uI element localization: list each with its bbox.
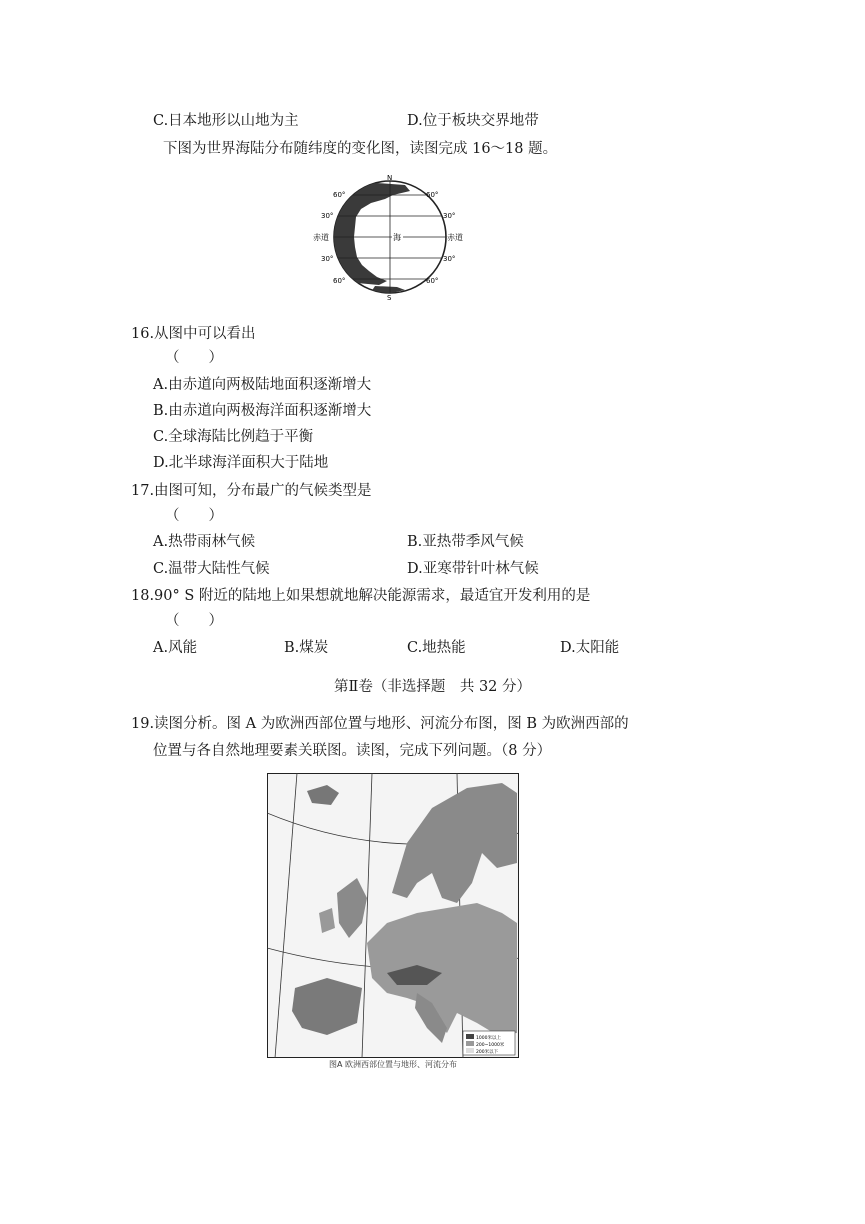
q16-option-d: D.北半球海洋面积大于陆地 xyxy=(153,455,329,471)
western-europe-map-figure xyxy=(267,773,519,1058)
q17-answer-blank: （ ） xyxy=(165,508,223,524)
globe-svg xyxy=(305,173,475,301)
q15-option-c: C.日本地形以山地为主 xyxy=(153,113,299,129)
section-2-title: 第Ⅱ卷（非选择题 共 32 分） xyxy=(333,679,532,695)
legend-item-high: 1000米以上 xyxy=(476,1036,501,1041)
q18-answer-blank: （ ） xyxy=(165,613,223,629)
q16-stem: 16.从图中可以看出 xyxy=(131,326,256,342)
q18-option-c: C.地热能 xyxy=(407,640,466,656)
q17-stem: 17.由图可知，分布最广的气候类型是 xyxy=(131,483,372,499)
q18-option-d: D.太阳能 xyxy=(560,640,620,656)
globe-label-30n-right: 30° xyxy=(443,212,456,220)
q17-option-b: B.亚热带季风气候 xyxy=(407,534,524,550)
globe-label-n: N xyxy=(387,174,393,182)
globe-label-30s-left: 30° xyxy=(321,255,334,263)
q18-stem: 18.90° S 附近的陆地上如果想就地解决能源需求，最适宜开发利用的是 xyxy=(131,588,591,604)
legend-item-low: 200米以下 xyxy=(476,1050,499,1055)
globe-label-60n-left: 60° xyxy=(333,191,346,199)
map-legend xyxy=(463,1031,515,1055)
map-caption: 图A 欧洲西部位置与地形、河流分布 xyxy=(328,1060,457,1069)
europe-map-svg xyxy=(267,773,519,1058)
globe-label-equator-right: 赤道 xyxy=(447,233,463,242)
q18-option-a: A.风能 xyxy=(153,640,198,656)
q16-option-b: B.由赤道向两极海洋面积逐渐增大 xyxy=(153,403,372,419)
globe-label-s: S xyxy=(387,294,392,301)
q18-option-b: B.煤炭 xyxy=(284,640,329,656)
globe-label-30s-right: 30° xyxy=(443,255,456,263)
globe-label-60n-right: 60° xyxy=(426,191,439,199)
q17-option-a: A.热带雨林气候 xyxy=(153,534,256,550)
globe-label-equator-left: 赤道 xyxy=(313,233,329,242)
q19-line-1: 19.读图分析。图 A 为欧洲西部位置与地形、河流分布图，图 B 为欧洲西部的 xyxy=(131,716,629,732)
q17-option-d: D.亚寒带针叶林气候 xyxy=(407,561,539,577)
globe-label-30n-left: 30° xyxy=(321,212,334,220)
q19-line-2: 位置与各自然地理要素关联图。读图，完成下列问题。（8 分） xyxy=(153,743,552,759)
legend-item-mid: 200~1000米 xyxy=(476,1043,505,1048)
globe-label-60s-right: 60° xyxy=(426,277,439,285)
q16-answer-blank: （ ） xyxy=(165,350,223,366)
q15-option-d: D.位于板块交界地带 xyxy=(407,113,539,129)
q16-option-c: C.全球海陆比例趋于平衡 xyxy=(153,429,314,445)
globe-label-60s-left: 60° xyxy=(333,277,346,285)
globe-label-sea: 海 xyxy=(393,233,401,242)
intro-16-18: 下图为世界海陆分布随纬度的变化图，读图完成 16～18 题。 xyxy=(163,141,558,157)
land-sea-globe-figure xyxy=(305,173,475,301)
q17-option-c: C.温带大陆性气候 xyxy=(153,561,270,577)
q16-option-a: A.由赤道向两极陆地面积逐渐增大 xyxy=(153,377,372,393)
